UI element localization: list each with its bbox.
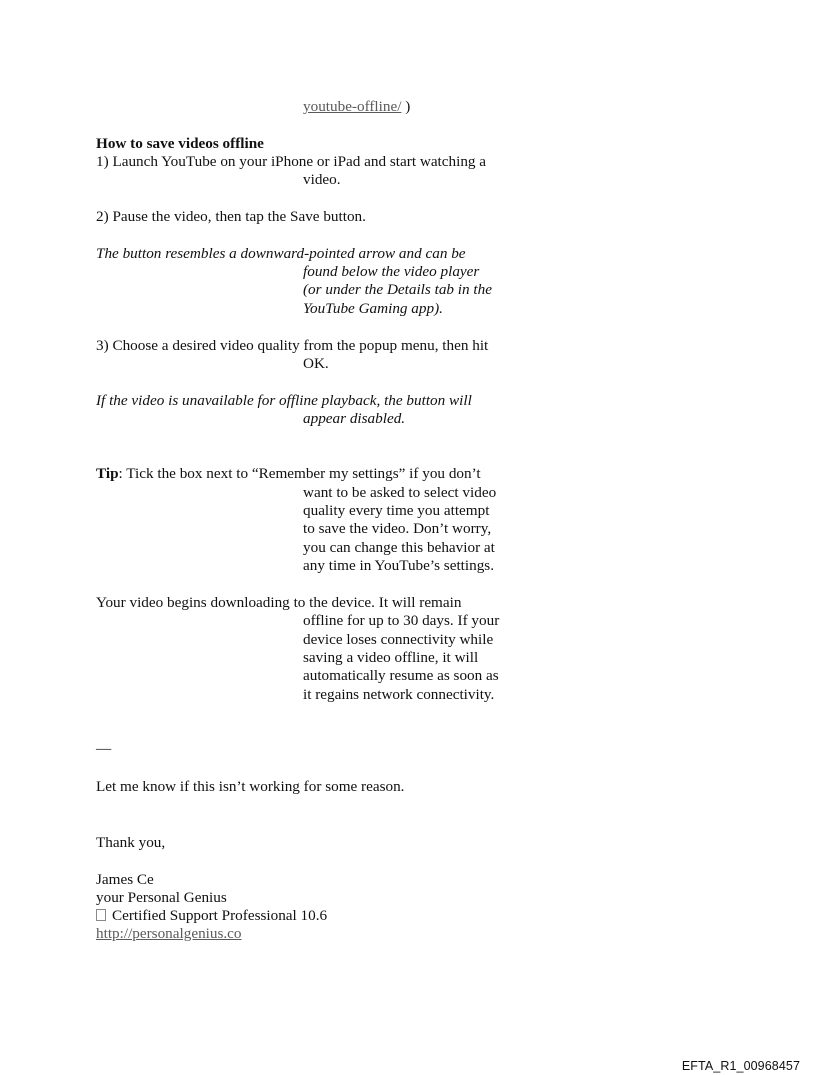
tip-label: Tip: [96, 465, 119, 482]
personalgenius-link[interactable]: http://personalgenius.co: [96, 925, 242, 942]
download-line5: automatically resume as soon as: [303, 667, 499, 684]
youtube-offline-link[interactable]: youtube-offline/: [303, 98, 402, 115]
signature-cert-line: [96, 907, 327, 925]
thanks-text: Thank you,: [96, 834, 166, 851]
download-line1: Your video begins downloading to the device. It will remain: [96, 594, 462, 611]
note1-line2: found below the video player: [303, 263, 480, 280]
tip-text: : Tick the box next to “Remember my settings” if you don’t: [118, 465, 481, 482]
top-link-suffix: ): [401, 98, 411, 115]
download-line3: device loses connectivity while: [303, 631, 494, 648]
step1-line2: video.: [303, 171, 341, 188]
download-line2: offline for up to 30 days. If your: [303, 612, 500, 629]
step3-line1: 3) Choose a desired video quality from the popup menu, then hit: [96, 337, 489, 354]
note2-line1: If the video is unavailable for offline playback, the button will: [96, 392, 472, 409]
tip-line4: to save the video. Don’t worry,: [303, 520, 492, 537]
signature-cert: Certified Support Professional 10.6: [112, 907, 328, 924]
download-line6: it regains network connectivity.: [303, 686, 495, 703]
separator-dash: —: [96, 740, 112, 757]
closing-text: Let me know if this isn’t working for some reason.: [96, 778, 405, 795]
step1-line1: 1) Launch YouTube on your iPhone or iPad and start watching a: [96, 153, 487, 170]
tip-line5: you can change this behavior at: [303, 539, 495, 556]
signature-url-line: [96, 925, 242, 943]
document-id: EFTA_R1_00968457: [681, 1059, 800, 1073]
tip-line1: [96, 465, 481, 483]
tip-line6: any time in YouTube’s settings.: [303, 557, 494, 574]
note1-line1: The button resembles a downward-pointed arrow and can be: [96, 245, 466, 262]
section-heading: How to save videos offline: [96, 135, 264, 152]
note2-line2: appear disabled.: [303, 410, 406, 427]
note1-line4: YouTube Gaming app).: [303, 300, 443, 317]
step2-text: 2) Pause the video, then tap the Save button.: [96, 208, 366, 225]
note1-line3: (or under the Details tab in the: [303, 281, 492, 298]
tip-line2: want to be asked to select video: [303, 484, 497, 501]
download-line4: saving a video offline, it will: [303, 649, 479, 666]
tip-line3: quality every time you attempt: [303, 502, 490, 519]
signature-title: your Personal Genius: [96, 889, 227, 906]
top-link-line: [303, 98, 410, 116]
signature-name: James Ce: [96, 871, 154, 888]
step3-line2: OK.: [303, 355, 329, 372]
missing-glyph-icon: [96, 909, 106, 921]
